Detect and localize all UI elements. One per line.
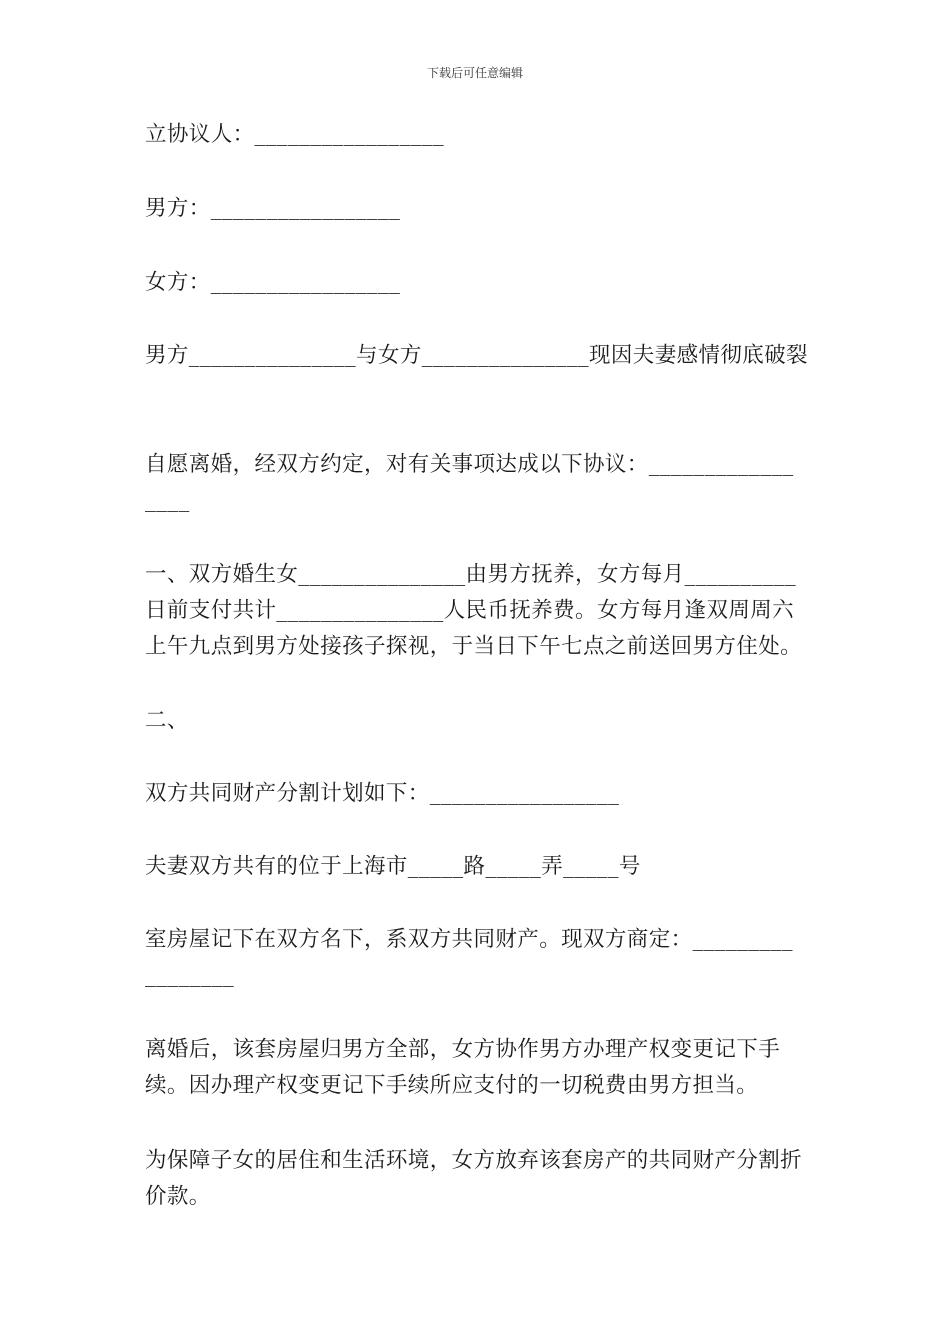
property-ownership: 室房屋记下在双方名下，系双方共同财产。现双方商定：_________ ________ [145,927,801,988]
child-residence: 为保障子女的居住和生活环境，女方放弃该套房产的共同财产分割折价款。 [145,1148,803,1209]
clause-one: 一、双方婚生女_______________由男方抚养，女方每月__________ 日前支付共计_______________人民币抚养费。女方每月逢双周周六上午九点到男方处接孩子探视，于当日下午七点之前送回男方住处。 [145,562,804,659]
page-header: 下载后可任意编辑 [426,66,523,80]
property-plan: 双方共同财产分割计划如下：_________________ [145,781,620,806]
clause-two-heading: 二、 [145,708,189,733]
female-party-line: 女方：_________________ [145,270,401,295]
party-label: 立协议人：_________________ [145,122,445,147]
agreement-paragraph: 自愿离婚，经双方约定，对有关事项达成以下协议：_____________ ____ [145,452,801,513]
male-party-line: 男方：_________________ [145,196,401,221]
property-address: 夫妻双方共有的位于上海市_____路_____弄_____号 [145,854,641,879]
intro-paragraph: 男方_______________与女方_______________现因夫妻感情彻底破裂 [145,343,809,368]
post-divorce-property: 离婚后，该套房屋归男方全部，女方协作男方办理产权变更记下手续。因办理产权变更记下手续所应支付的一切税费由男方担当。 [145,1037,781,1098]
